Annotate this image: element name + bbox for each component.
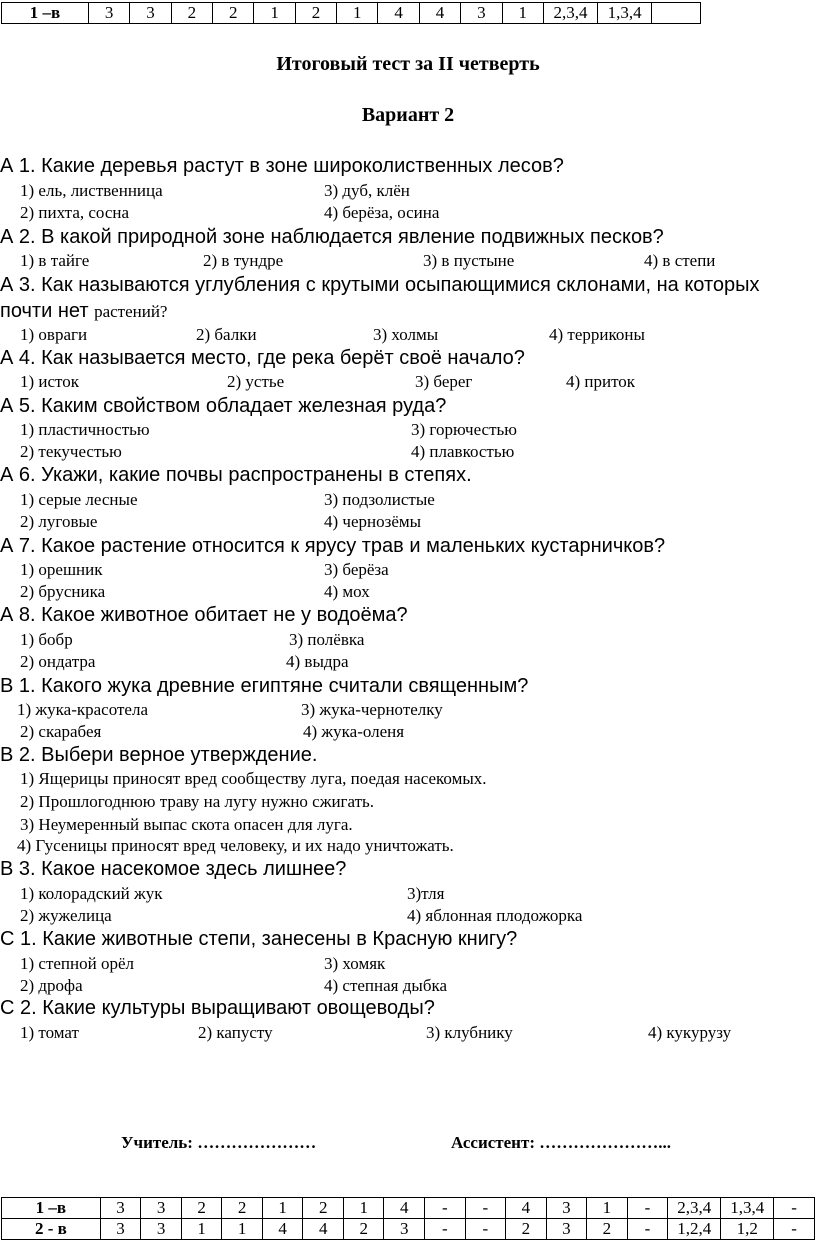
statement: 1) Ящерицы приносят вред сообществу луга, поедая насекомых. <box>20 769 487 788</box>
table-cell: 4 <box>419 3 460 24</box>
option: 4) кукурузу <box>648 1023 732 1042</box>
table-cell: 3 <box>130 3 171 24</box>
table-cell: 1 –в <box>2 1198 101 1219</box>
table-cell: - <box>627 1219 668 1240</box>
option: 4) в степи <box>644 251 716 270</box>
option: 2) дрофа <box>20 976 83 995</box>
option: 3) клубнику <box>426 1023 513 1042</box>
table-cell: 3 <box>100 1198 141 1219</box>
option: 2) ондатра <box>20 652 96 671</box>
option: 3) в пустыне <box>423 251 515 270</box>
option: 1) в тайге <box>20 251 90 270</box>
option: 3)тля <box>407 884 445 903</box>
table-row <box>2 3 701 24</box>
table-cell: 2 <box>213 3 254 24</box>
option: 4) терриконы <box>549 325 645 344</box>
question-a4: А 4. Как называется место, где река берёт своё начало? <box>0 347 525 369</box>
table-cell: 1,2,4 <box>668 1219 721 1240</box>
table-cell: 1,2 <box>721 1219 774 1240</box>
option: 2) луговые <box>20 512 98 531</box>
option: 1) овраги <box>20 325 88 344</box>
option: 3) берег <box>415 372 473 391</box>
question-a3-line2: почти нет <box>0 300 89 322</box>
option: 3) берёза <box>324 560 389 579</box>
table-cell: 2,3,4 <box>668 1198 721 1219</box>
option: 4) приток <box>566 372 636 391</box>
question-a8: А 8. Какое животное обитает не у водоёма? <box>0 604 408 626</box>
table-row <box>2 1219 815 1240</box>
option: 2) пихта, сосна <box>20 203 130 222</box>
option: 3) холмы <box>373 325 439 344</box>
option: 2) в тундре <box>203 251 284 270</box>
question-a2: А 2. В какой природной зоне наблюдается явление подвижных песков? <box>0 226 664 248</box>
answer-key-bottom-table <box>1 1197 815 1240</box>
table-cell: 1 <box>262 1198 303 1219</box>
page-title: Итоговый тест за II четверть <box>276 53 540 75</box>
option: 3) полёвка <box>289 630 365 649</box>
answer-key-top-table <box>1 2 701 24</box>
option: 2) жужелица <box>20 906 112 925</box>
statement: 2) Прошлогоднюю траву на лугу нужно сжигать. <box>20 792 375 811</box>
table-cell: 4 <box>378 3 419 24</box>
option: 1) степной орёл <box>20 954 135 973</box>
option: 3) подзолистые <box>324 490 435 509</box>
option: 4) берёза, осина <box>324 203 440 222</box>
table-cell: 4 <box>262 1219 303 1240</box>
question-c1: С 1. Какие животные степи, занесены в Красную книгу? <box>0 928 518 950</box>
table-cell: - <box>774 1219 815 1240</box>
option: 4) плавкостью <box>411 442 515 461</box>
table-cell: 2 <box>506 1219 547 1240</box>
statement: 3) Неумеренный выпас скота опасен для луга. <box>20 815 353 834</box>
option: 4) степная дыбка <box>324 976 448 995</box>
option: 1) ель, лиственница <box>20 181 163 200</box>
table-cell: - <box>774 1198 815 1219</box>
teacher-signature: Учитель: ………………… <box>121 1133 317 1152</box>
table-cell: 3 <box>546 1219 587 1240</box>
option: 1) серые лесные <box>20 490 138 509</box>
option: 4) жука-оленя <box>303 722 405 741</box>
table-cell: 1 <box>181 1219 222 1240</box>
table-cell: 4 <box>506 1198 547 1219</box>
table-cell: - <box>465 1219 506 1240</box>
question-a3: А 3. Как называются углубления с крутыми осыпающимися склонами, на которых <box>0 274 760 296</box>
table-cell: 3 <box>88 3 129 24</box>
option: 1) бобр <box>20 630 73 649</box>
table-cell: 3 <box>546 1198 587 1219</box>
option: 1) колорадский жук <box>20 884 163 903</box>
table-cell: 2 <box>171 3 212 24</box>
table-cell: 4 <box>303 1219 344 1240</box>
table-cell: - <box>425 1198 466 1219</box>
question-a3-continued <box>0 300 167 323</box>
table-cell: 3 <box>384 1219 425 1240</box>
option: 2) брусника <box>20 582 106 601</box>
option: 4) чернозёмы <box>324 512 422 531</box>
table-cell: 1 <box>337 3 378 24</box>
table-cell: 1 <box>222 1219 263 1240</box>
table-cell: 1 <box>502 3 543 24</box>
table-cell: 4 <box>384 1198 425 1219</box>
option: 3) дуб, клён <box>324 181 410 200</box>
option: 2) скарабея <box>20 722 102 741</box>
option: 3) жука-чернотелку <box>301 700 443 719</box>
question-c2: С 2. Какие культуры выращивают овощеводы? <box>0 997 435 1019</box>
option: 1) томат <box>20 1023 79 1042</box>
option: 3) горючестью <box>411 420 517 439</box>
assistant-signature: Ассистент: …………………... <box>451 1133 671 1152</box>
table-cell: 1 –в <box>2 3 89 24</box>
option: 1) орешник <box>20 560 103 579</box>
option: 2) капусту <box>198 1023 273 1042</box>
question-b2: В 2. Выбери верное утверждение. <box>0 744 318 766</box>
table-cell <box>652 3 701 24</box>
table-cell: 1 <box>254 3 295 24</box>
option: 1) исток <box>20 372 80 391</box>
table-cell: - <box>627 1198 668 1219</box>
question-b3: В 3. Какое насекомое здесь лишнее? <box>0 858 347 880</box>
table-cell: - <box>425 1219 466 1240</box>
question-a1: А 1. Какие деревья растут в зоне широколиственных лесов? <box>0 155 564 177</box>
table-cell: 3 <box>100 1219 141 1240</box>
table-cell: 2 <box>181 1198 222 1219</box>
question-a7: А 7. Какое растение относится к ярусу трав и маленьких кустарничков? <box>0 535 666 557</box>
option: 2) балки <box>196 325 257 344</box>
question-a5: А 5. Каким свойством обладает железная руда? <box>0 395 447 417</box>
variant-title: Вариант 2 <box>361 104 455 126</box>
option: 1) жука-красотела <box>17 700 148 719</box>
table-cell: 1,3,4 <box>598 3 652 24</box>
option: 4) мох <box>324 582 370 601</box>
table-cell: 3 <box>141 1198 182 1219</box>
option: 3) хомяк <box>324 954 386 973</box>
option: 2) устье <box>227 372 285 391</box>
table-cell: 2 <box>343 1219 384 1240</box>
statement: 4) Гусеницы приносят вред человеку, и их надо уничтожать. <box>17 836 454 855</box>
question-a6: А 6. Укажи, какие почвы распространены в степях. <box>0 464 472 486</box>
table-cell: 1,3,4 <box>721 1198 774 1219</box>
table-cell: 3 <box>461 3 502 24</box>
table-cell: 1 <box>343 1198 384 1219</box>
table-cell: - <box>465 1198 506 1219</box>
option: 1) пластичностью <box>20 420 150 439</box>
table-cell: 2,3,4 <box>543 3 597 24</box>
table-row <box>2 1198 815 1219</box>
table-cell: 2 <box>222 1198 263 1219</box>
option: 2) текучестью <box>20 442 122 461</box>
table-cell: 2 <box>303 1198 344 1219</box>
option: 4) выдра <box>286 652 349 671</box>
question-a3-line2-end: растений? <box>94 302 168 321</box>
option: 4) яблонная плодожорка <box>407 906 583 925</box>
table-cell: 2 - в <box>2 1219 101 1240</box>
table-cell: 3 <box>141 1219 182 1240</box>
question-b1: В 1. Какого жука древние египтяне считали священным? <box>0 675 529 697</box>
table-cell: 1 <box>587 1198 628 1219</box>
table-cell: 2 <box>587 1219 628 1240</box>
table-cell: 2 <box>295 3 336 24</box>
